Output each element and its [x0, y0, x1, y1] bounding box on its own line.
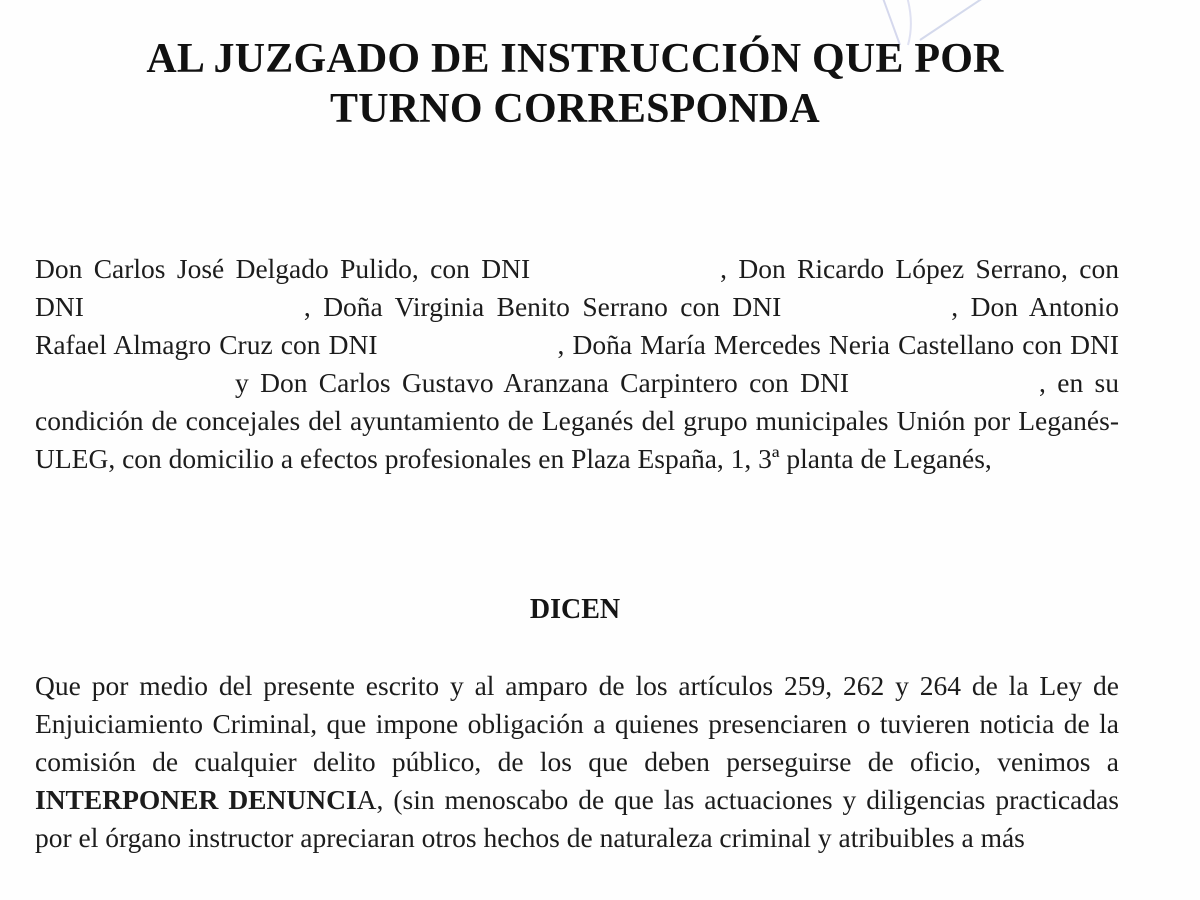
intro-seg-1: Don Carlos José Delgado Pulido, con DNI — [35, 253, 531, 284]
intro-seg-6: y Don Carlos Gustavo Aranzana Carpintero con DNI — [235, 367, 850, 398]
intro-seg-4: , Don Antonio Rafael Almagro Cruz con DNI — [35, 291, 1119, 360]
document-title — [0, 34, 1150, 134]
intro-seg-3: , Doña Virginia Benito Serrano con DNI — [303, 291, 782, 322]
intro-seg-2: , Don Ricardo López Serrano, con DNI — [35, 253, 1119, 322]
intro-seg-7: , en su condición de concejales del ayuntamiento de Leganés del grupo municipales Unión por Leganés-ULEG, con domicilio a efectos profesionales en Plaza España, 1, 3ª planta de Leganés, — [35, 367, 1119, 474]
main-bold-phrase: INTERPONER DENUNCI — [35, 784, 357, 815]
main-paragraph — [35, 667, 1119, 857]
main-part-1: Que por medio del presente escrito y al amparo de los artículos 259, 262 y 264 de la Ley de Enjuiciamiento Criminal, que impone obligación a quienes presenciaren o tuvieren noticia de la comisión de cualquier delito público, de los que deben perseguirse de oficio, venimos a — [35, 670, 1119, 777]
intro-paragraph — [35, 250, 1119, 478]
section-heading-dicen: DICEN — [529, 594, 621, 625]
main-part-2: A, (sin menoscabo de que las actuaciones y diligencias practicadas por el órgano instructor apreciaran otros hechos de naturaleza criminal y atribuibles a más — [35, 784, 1119, 853]
title-line-1: AL JUZGADO DE INSTRUCCIÓN QUE POR — [146, 36, 1004, 83]
intro-seg-5: , Doña María Mercedes Neria Castellano con DNI — [557, 329, 1119, 360]
title-line-2: TURNO CORRESPONDA — [330, 86, 820, 133]
